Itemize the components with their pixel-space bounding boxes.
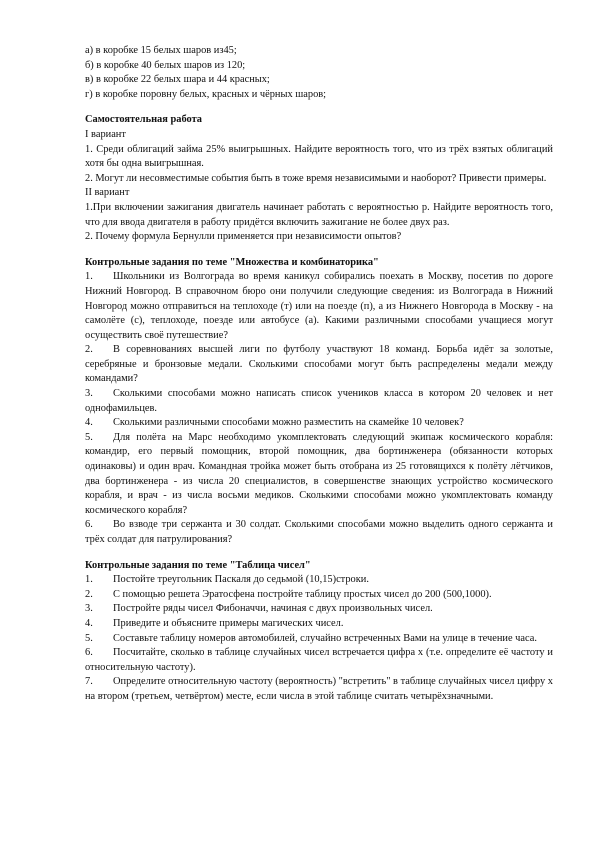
section-2-item-7 xyxy=(85,675,553,704)
section-1-item-2 xyxy=(85,343,553,387)
item-number: 7. xyxy=(85,676,93,688)
variant-2-question-1: 1.При включении зажигания двигатель начинает работать с вероятностью p. Найдите вероятность того, что для ввода двигателя в работу придётся включить зажигание не более двух раз. xyxy=(85,201,553,228)
item-text: Школьники из Волгограда во время каникул собирались поехать в Москву, посетив по дороге Нижний Новгород. В справочном бюро они получили следующие сведения: из Волгограда в Нижний Новгород можно отправиться на теплоходе (т) или на поезде (п), а из Нижнего Новгорода в Москву - на самолёте (с), теплоходе, поезде или автобусе (а). Какими различными способами учащиеся могут осуществить своё путешествие? xyxy=(85,271,553,341)
item-number: 5. xyxy=(85,431,93,443)
item-number: 1. xyxy=(85,574,93,586)
section-2-item-6 xyxy=(85,646,553,675)
variant-1-label: I вариант xyxy=(85,128,126,140)
item-number: 2. xyxy=(85,588,93,600)
section-1-item-6 xyxy=(85,518,553,547)
item-number: 3. xyxy=(85,388,93,400)
item-text: Для полёта на Марс необходимо укомплектовать следующий экипаж космического корабля: командир, его первый помощник, второй помощник, два бортинженера (обязанности которых одинаковы) и один врач. Командная тройка может быть отобрана из 25 готовящихся к полёту лётчиков, два бортинженера - из числа 20 специалистов, в совершенстве знающих устройство космического корабля, и врач - из числа восьми медиков. Сколькими способами можно укомплектовать команду космического корабля? xyxy=(85,431,553,516)
item-text: Постройте ряды чисел Фибоначчи, начиная с двух произвольных чисел. xyxy=(113,603,433,615)
intro-item-d: г) в коробке поровну белых, красных и чёрных шаров; xyxy=(85,88,327,100)
item-number: 5. xyxy=(85,632,93,644)
intro-item-a: а) в коробке 15 белых шаров из45; xyxy=(85,45,237,56)
item-number: 6. xyxy=(85,519,93,531)
item-text: Сколькими различными способами можно разместить на скамейке 10 человек? xyxy=(113,417,464,429)
spacer xyxy=(85,102,553,113)
section-2-item-4 xyxy=(85,617,553,632)
item-number: 6. xyxy=(85,647,93,659)
item-text: Составьте таблицу номеров автомобилей, случайно встреченных Вами на улице в течение часа. xyxy=(113,632,537,644)
self-work-title: Самостоятельная работа xyxy=(85,114,202,126)
item-number: 2. xyxy=(85,344,93,356)
section-2-title: Контрольные задания по теме "Таблица чисел" xyxy=(85,559,311,571)
section-1-item-4 xyxy=(85,416,553,431)
section-2-item-2 xyxy=(85,588,553,603)
item-text: Постойте треугольник Паскаля до седьмой (10,15)строки. xyxy=(113,574,369,586)
section-2-item-1 xyxy=(85,573,553,588)
section-1-item-1 xyxy=(85,270,553,343)
section-2-item-5 xyxy=(85,632,553,647)
document-page xyxy=(85,44,553,705)
item-number: 3. xyxy=(85,603,93,615)
section-1-title: Контрольные задания по теме "Множества и комбинаторика" xyxy=(85,256,379,268)
variant-2-label: II вариант xyxy=(85,187,130,199)
intro-item-b: б) в коробке 40 белых шаров из 120; xyxy=(85,59,246,71)
item-text: Посчитайте, сколько в таблице случайных чисел встречается цифра х (т.е. определите её частоту и относительную частоту). xyxy=(85,647,553,673)
spacer xyxy=(85,245,553,256)
item-text: Определите относительную частоту (вероятность) "встретить" в таблице случайных чисел цифру х на втором (третьем, четвёртом) месте, если числа в этой таблице считать четырёхзначными. xyxy=(85,676,553,702)
item-text: В соревнованиях высшей лиги по футболу участвуют 18 команд. Борьба идёт за золотые, серебряные и бронзовые медали. Сколькими способами могут быть распределены медали между командами? xyxy=(85,344,553,385)
item-number: 4. xyxy=(85,617,93,629)
variant-2-question-2: 2. Почему формула Бернулли применяется при независимости опытов? xyxy=(85,231,402,243)
item-text: С помощью решета Эратосфена постройте таблицу простых чисел до 200 (500,1000). xyxy=(113,588,492,600)
spacer xyxy=(85,548,553,559)
intro-item-c: в) в коробке 22 белых шара и 44 красных; xyxy=(85,74,270,86)
item-text: Приведите и объясните примеры магических чисел. xyxy=(113,617,344,629)
section-2-item-3 xyxy=(85,602,553,617)
variant-1-question-2: 2. Могут ли несовместимые события быть в тоже время независимыми и наоборот? Привести примеры. xyxy=(85,172,547,184)
section-1-item-3 xyxy=(85,387,553,416)
section-1-item-5 xyxy=(85,431,553,519)
variant-1-question-1: 1. Среди облигаций займа 25% выигрышных. Найдите вероятность того, что из трёх взятых облигаций хотя бы одна выигрышная. xyxy=(85,143,553,170)
item-text: Во взводе три сержанта и 30 солдат. Сколькими способами можно выделить одного сержанта и трёх солдат для патрулирования? xyxy=(85,519,553,545)
item-number: 1. xyxy=(85,271,93,283)
item-text: Сколькими способами можно написать список учеников класса в котором 20 человек и нет однофамильцев. xyxy=(85,388,553,414)
item-number: 4. xyxy=(85,417,93,429)
